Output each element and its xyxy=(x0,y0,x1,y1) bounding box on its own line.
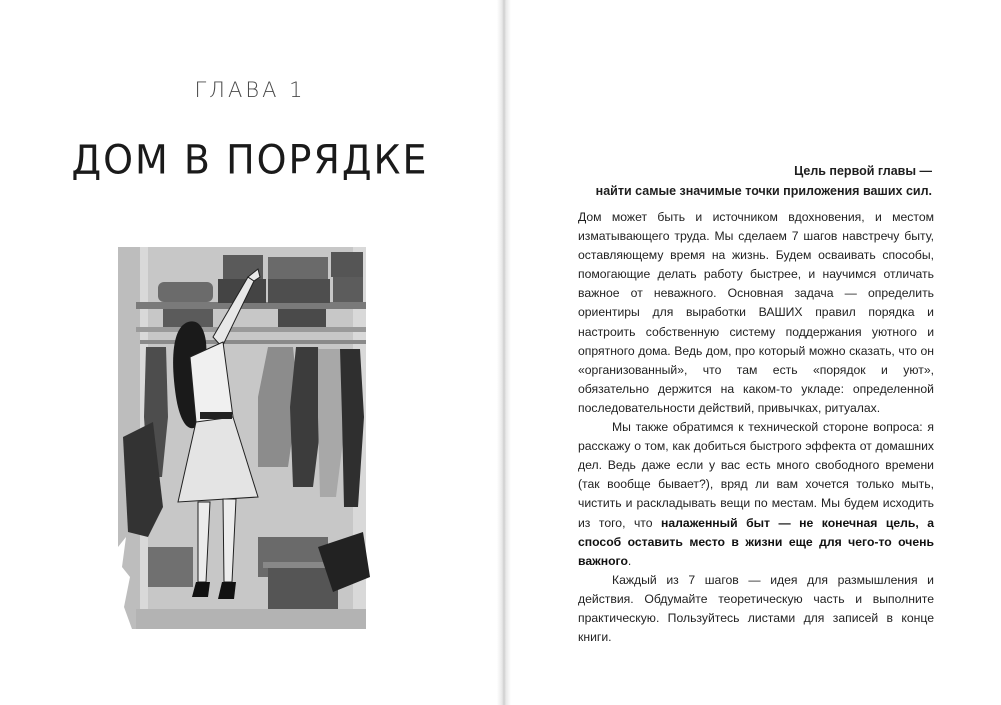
paragraph-2 xyxy=(578,418,934,571)
paragraph-2-bold: налаженный быт — не конечная цель, а способ оставить место в жизни еще для чего-то очень важного xyxy=(578,515,934,568)
chapter-label: ГЛАВА 1 xyxy=(194,78,306,102)
body-text xyxy=(578,208,934,647)
paragraph-2-end: . xyxy=(627,553,632,568)
left-page xyxy=(0,0,497,705)
goal-line-2: найти самые значимые точки приложения ваших сил. xyxy=(595,184,932,198)
paragraph-3: Каждый из 7 шагов — идея для размышления и действия. Обдумайте теоретическую часть и выполните практическую. Пользуйтесь листами для записей в конце книги. xyxy=(578,572,934,645)
chapter-goal xyxy=(571,161,932,201)
wardrobe-illustration xyxy=(118,247,375,629)
book-gutter xyxy=(497,0,511,705)
paragraph-1: Дом может быть и источником вдохновения, и местом изматывающего труда. Мы сделаем 7 шагов навстречу быту, оставляющему время на жизнь. Будем осваивать способы, помогающие делать работу быстрее, и научимся отличать важное от неважного. Основная задача — определить ориентиры для выработки ВАШИХ правил порядка и настроить собственную систему поддержания уютного и опрятного дома. Ведь дом, про который можно сказать, что он «организованный», что там есть «порядок и уют», обязательно держится на каком-то укладе: определенной последовательности действий, привычках, ритуалах. xyxy=(578,210,934,415)
paragraph-2-text: Мы также обратимся к технической стороне вопроса: я расскажу о том, как добиться быстрого эффекта от домашних дел. Ведь даже если у вас есть много свободного времени (так вообще бывает?), вряд ли вам хочется только мыть, чистить и раскладывать вещи по местам. Мы будем исходить из того, что xyxy=(578,420,934,530)
goal-line-1: Цель первой главы — xyxy=(794,164,932,178)
chapter-title: ДОМ В ПОРЯДКЕ xyxy=(71,136,429,184)
right-page xyxy=(511,0,1001,705)
